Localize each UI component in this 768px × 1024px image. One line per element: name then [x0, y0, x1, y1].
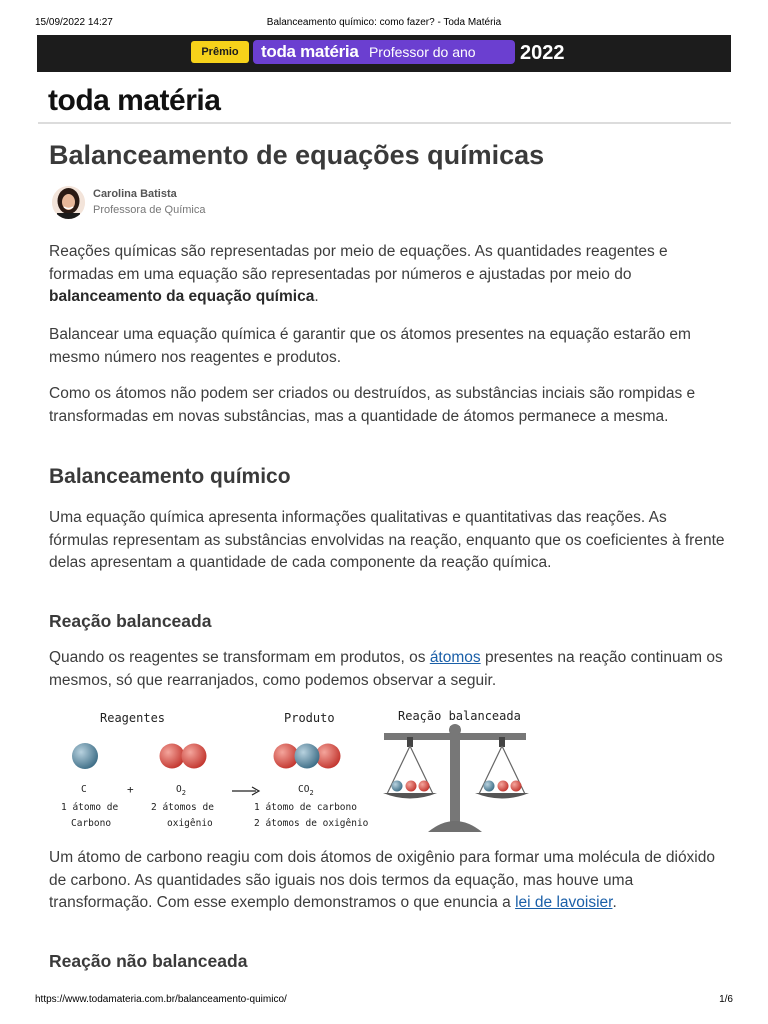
author-role: Professora de Química — [93, 204, 206, 216]
section-heading-balanceamento — [49, 465, 729, 489]
print-page-title: Balanceamento químico: como fazer? - Toda Matéria — [266, 17, 502, 28]
intro-paragraph-3-text: Como os átomos não podem ser criados ou destruídos, as substâncias inciais são rompidas e transformadas em novas substâncias, mas a quantidade de átomos permanece a mesma. — [49, 385, 696, 425]
section-heading-reacao-nao-balanceada — [49, 951, 729, 972]
reaction-figure — [56, 704, 530, 834]
section-1-text: Uma equação química apresenta informações qualitativas e quantitativas das reações. As fórmulas representam as substâncias envolvidas na reação, enquanto que os coeficientes à frente delas apresentam a quantidade de cada componente da reação química. — [49, 509, 725, 571]
carbon-desc-1: 1 átomo de — [61, 802, 119, 813]
product-label: Produto — [284, 711, 335, 725]
banner-brand: toda matéria — [261, 42, 359, 61]
co2-desc-2: 2 átomos de oxigênio — [254, 818, 369, 829]
plus-sign: + — [127, 783, 134, 796]
intro-paragraph-3 — [49, 383, 729, 428]
section-1-paragraph — [49, 507, 729, 575]
co2-carbon — [295, 744, 320, 769]
reagents-label: Reagentes — [100, 711, 166, 725]
intro-paragraph-1 — [49, 241, 729, 309]
section-2-text-c: Um átomo de carbono reagiu com dois átomos de oxigênio para formar uma molécula de dióxido de carbono. As quantidades são iguais nos dois termos da equação, mas houve uma transformação. Com esse exemplo demonstramos o que enuncia a — [49, 849, 715, 911]
author-name[interactable]: Carolina Batista — [93, 188, 177, 200]
banner-brand-pill — [253, 40, 515, 64]
o2-desc-2: oxigênio — [167, 818, 213, 829]
intro-paragraph-2-text: Balancear uma equação química é garantir que os átomos presentes na equação estarão em mesmo número nos reagentes e produtos. — [49, 326, 691, 366]
intro-bold-term: balanceamento da equação química — [49, 288, 315, 305]
oxygen-atom-1 — [160, 744, 185, 769]
section-2-paragraph-1 — [49, 647, 729, 692]
section-heading-reacao-balanceada — [49, 611, 729, 632]
article-title: Balanceamento de equações químicas — [49, 140, 545, 170]
o2-symbol: $O_2$ — [176, 784, 186, 797]
carbon-atom — [72, 743, 98, 769]
lei-de-lavoisier-link[interactable]: lei de lavoisier — [515, 894, 613, 911]
section-2-text-b: presentes na reação continuam os mesmos, só que rearranjados, como podemos observar a seguir. — [49, 649, 723, 689]
print-header — [35, 17, 733, 31]
section-2-paragraph-2 — [49, 847, 729, 915]
premio-badge: Prêmio — [191, 41, 249, 63]
balance-scale-icon — [383, 724, 529, 832]
section-1-heading: Balanceamento químico — [49, 465, 291, 488]
intro-paragraph-2 — [49, 324, 729, 369]
carbon-desc-2: Carbono — [71, 818, 112, 829]
print-page-number: 1/6 — [719, 994, 733, 1005]
co2-desc-1: 1 átomo de carbono — [254, 802, 357, 813]
balanced-label: Reação balanceada — [398, 709, 521, 723]
author-avatar — [52, 186, 85, 219]
section-2-text-a: Quando os reagentes se transformam em produtos, os — [49, 649, 430, 666]
section-2-text-d: . — [612, 894, 617, 911]
banner-year: 2022 — [520, 42, 565, 64]
carbon-symbol: C — [81, 784, 87, 795]
section-2-heading: Reação balanceada — [49, 611, 212, 631]
banner-subtitle: Professor do ano — [368, 44, 476, 60]
print-date: 15/09/2022 14:27 — [35, 17, 113, 28]
o2-desc-1: 2 átomos de — [151, 802, 214, 813]
header-divider — [38, 122, 731, 124]
site-logo[interactable]: toda matéria — [48, 84, 221, 117]
print-url: https://www.todamateria.com.br/balanceamento-quimico/ — [35, 994, 287, 1005]
section-3-heading: Reação não balanceada — [49, 951, 248, 971]
intro-text: Reações químicas são representadas por meio de equações. As quantidades reagentes e formadas em uma equação são representadas por números e ajustadas por meio do — [49, 243, 668, 283]
co2-symbol: $CO_2$ — [298, 784, 314, 797]
print-footer — [35, 994, 733, 1005]
atomos-link[interactable]: átomos — [429, 649, 481, 666]
oxygen-atom-2 — [182, 744, 207, 769]
intro-period: . — [314, 288, 319, 305]
reaction-arrow — [232, 787, 259, 795]
promo-banner[interactable] — [37, 35, 731, 72]
